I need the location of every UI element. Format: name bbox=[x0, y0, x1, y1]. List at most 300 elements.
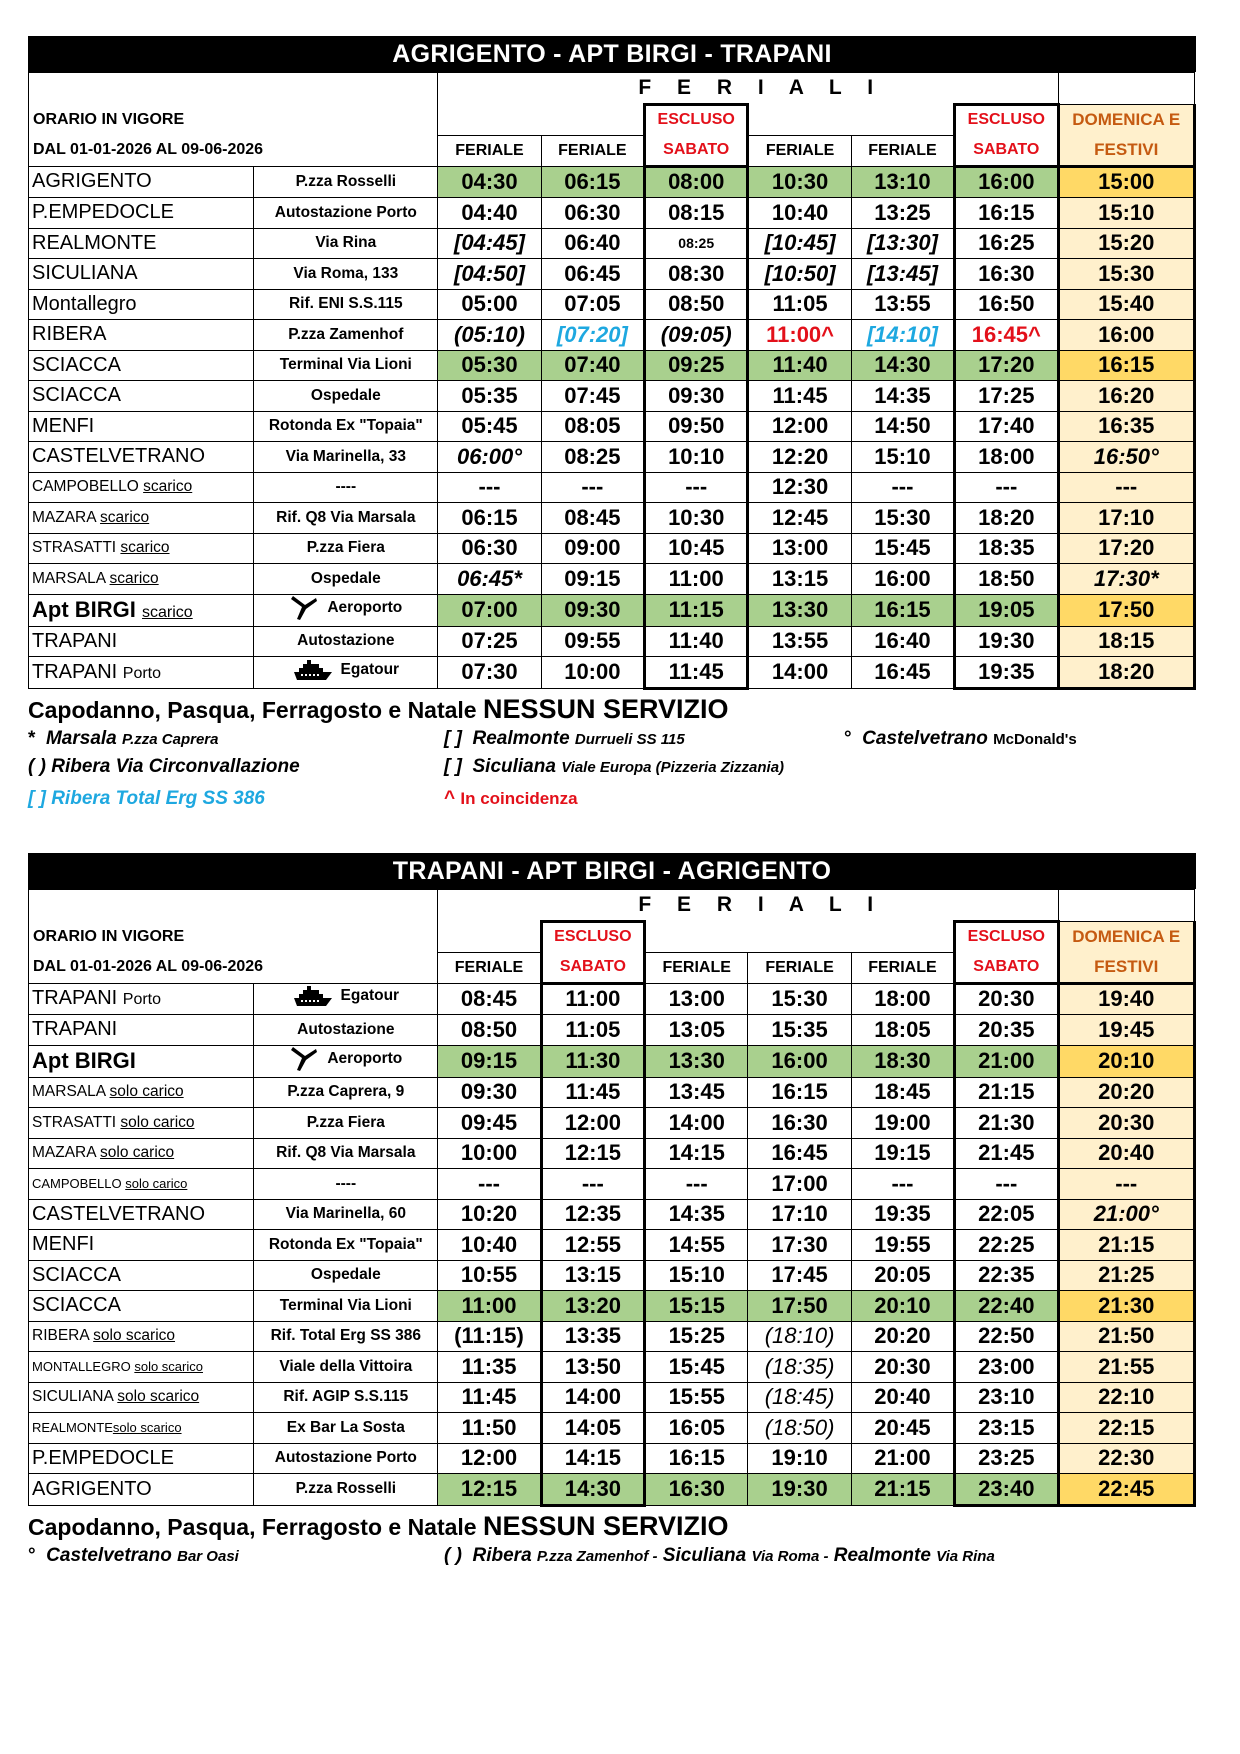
departure-time: 07:25 bbox=[438, 626, 541, 657]
red-note: ^ In coincidenza bbox=[444, 787, 578, 809]
city-name: P.EMPEDOCLE bbox=[32, 201, 174, 224]
departure-time: 16:25 bbox=[955, 228, 1058, 259]
table-row bbox=[29, 442, 1195, 473]
departure-time: [10:45] bbox=[748, 228, 851, 259]
column-header: FERIALE bbox=[438, 135, 541, 166]
sunday-time: 15:10 bbox=[1058, 198, 1194, 229]
stop-city bbox=[29, 1352, 254, 1383]
table-row bbox=[29, 657, 1195, 689]
departure-time: 09:25 bbox=[645, 350, 748, 381]
departure-time: 12:00 bbox=[438, 1443, 541, 1474]
departure-time: 07:00 bbox=[438, 594, 541, 626]
stop-city bbox=[29, 350, 254, 381]
departure-time: 13:55 bbox=[851, 289, 954, 320]
departure-time: 20:05 bbox=[851, 1260, 954, 1291]
feriali-label: F E R I A L I bbox=[438, 890, 1058, 922]
ship-icon bbox=[293, 659, 333, 681]
stop-city bbox=[29, 594, 254, 626]
departure-time: --- bbox=[955, 1169, 1058, 1200]
table-row bbox=[29, 320, 1195, 351]
sunday-time: 15:30 bbox=[1058, 259, 1194, 290]
sunday-time: 16:15 bbox=[1058, 350, 1194, 381]
departure-time: 19:35 bbox=[851, 1199, 954, 1230]
departure-time: 08:45 bbox=[438, 983, 541, 1015]
departure-time: [07:20] bbox=[541, 320, 644, 351]
departure-time: 20:30 bbox=[955, 983, 1058, 1015]
sunday-time: 21:50 bbox=[1058, 1321, 1194, 1352]
timetable-grid bbox=[28, 72, 1196, 690]
city-name: TRAPANI bbox=[32, 660, 118, 683]
timetable-grid bbox=[28, 889, 1196, 1507]
city-name: MARSALA bbox=[32, 1083, 106, 1101]
stop-location: Ex Bar La Sosta bbox=[254, 1413, 438, 1444]
stop-location: Rif. Total Erg SS 386 bbox=[254, 1321, 438, 1352]
departure-time: 16:30 bbox=[748, 1108, 851, 1139]
departure-time: --- bbox=[438, 1169, 541, 1200]
departure-time: 05:00 bbox=[438, 289, 541, 320]
departure-time: 08:25 bbox=[645, 228, 748, 259]
departure-time: 10:10 bbox=[645, 442, 748, 473]
stop-city bbox=[29, 1045, 254, 1077]
stop-location: Via Rina bbox=[254, 228, 438, 259]
departure-time: 13:15 bbox=[541, 1260, 644, 1291]
departure-time: 20:30 bbox=[851, 1352, 954, 1383]
table-row bbox=[29, 289, 1195, 320]
departure-time: 18:05 bbox=[851, 1015, 954, 1046]
departure-time: 16:15 bbox=[645, 1443, 748, 1474]
stop-location: P.zza Zamenhof bbox=[254, 320, 438, 351]
departure-time: 16:50 bbox=[955, 289, 1058, 320]
departure-time: 09:50 bbox=[645, 411, 748, 442]
city-name: MENFI bbox=[32, 1233, 95, 1256]
departure-time: 10:30 bbox=[645, 503, 748, 534]
departure-time: 23:25 bbox=[955, 1443, 1058, 1474]
departure-time: 10:45 bbox=[645, 533, 748, 564]
table-row bbox=[29, 1108, 1195, 1139]
table-row bbox=[29, 1138, 1195, 1169]
validity-label: ORARIO IN VIGORE bbox=[29, 921, 438, 952]
departure-time: 04:40 bbox=[438, 198, 541, 229]
timetable-trapani-agrigento bbox=[28, 853, 1196, 1570]
sunday-time: --- bbox=[1058, 1169, 1194, 1200]
departure-time: (11:15) bbox=[438, 1321, 541, 1352]
departure-time: 13:45 bbox=[645, 1077, 748, 1108]
departure-time: 21:45 bbox=[955, 1138, 1058, 1169]
city-qualifier: solo carico bbox=[109, 1083, 184, 1101]
stop-city bbox=[29, 1474, 254, 1506]
departure-time: 14:35 bbox=[851, 381, 954, 412]
departure-time: 12:55 bbox=[541, 1230, 644, 1261]
departure-time: 16:15 bbox=[851, 594, 954, 626]
departure-time: 06:30 bbox=[438, 533, 541, 564]
header-blank bbox=[29, 890, 438, 922]
table-row bbox=[29, 1077, 1195, 1108]
departure-time: 15:30 bbox=[851, 503, 954, 534]
departure-time: 06:15 bbox=[541, 166, 644, 198]
table-row bbox=[29, 1169, 1195, 1200]
departure-time: 21:30 bbox=[955, 1108, 1058, 1139]
table-row bbox=[29, 1474, 1195, 1506]
validity-range: DAL 01-01-2026 AL 09-06-2026 bbox=[29, 135, 438, 166]
stop-location: Via Marinella, 60 bbox=[254, 1199, 438, 1230]
sunday-time: 18:15 bbox=[1058, 626, 1194, 657]
city-name: CAMPOBELLO bbox=[32, 478, 139, 496]
sunday-time: 16:00 bbox=[1058, 320, 1194, 351]
sunday-time: 20:30 bbox=[1058, 1108, 1194, 1139]
table-row bbox=[29, 1260, 1195, 1291]
departure-time: 07:45 bbox=[541, 381, 644, 412]
stop-location: Rotonda Ex "Topaia" bbox=[254, 1230, 438, 1261]
stop-city bbox=[29, 626, 254, 657]
departure-time: 20:35 bbox=[955, 1015, 1058, 1046]
city-name: MONTALLEGRO bbox=[32, 1359, 131, 1375]
stop-location: Via Marinella, 33 bbox=[254, 442, 438, 473]
city-name: CASTELVETRANO bbox=[32, 1202, 205, 1225]
table-row bbox=[29, 1015, 1195, 1046]
stop-location: Rif. Q8 Via Marsala bbox=[254, 503, 438, 534]
timetable-title: TRAPANI - APT BIRGI - AGRIGENTO bbox=[28, 853, 1196, 889]
departure-time: 17:25 bbox=[955, 381, 1058, 412]
stop-city bbox=[29, 1108, 254, 1139]
stop-location: Autostazione Porto bbox=[254, 198, 438, 229]
departure-time: (09:05) bbox=[645, 320, 748, 351]
departure-time: 14:55 bbox=[645, 1230, 748, 1261]
departure-time: 18:35 bbox=[955, 533, 1058, 564]
stop-city bbox=[29, 1077, 254, 1108]
table-row bbox=[29, 1291, 1195, 1322]
departure-time: 11:40 bbox=[748, 350, 851, 381]
departure-time: 14:50 bbox=[851, 411, 954, 442]
departure-time: 11:45 bbox=[541, 1077, 644, 1108]
city-qualifier: solo carico bbox=[125, 1176, 188, 1192]
departure-time: 18:30 bbox=[851, 1045, 954, 1077]
sunday-time: 21:15 bbox=[1058, 1230, 1194, 1261]
departure-time: 04:30 bbox=[438, 166, 541, 198]
departure-time: 11:00^ bbox=[748, 320, 851, 351]
departure-time: 11:45 bbox=[438, 1382, 541, 1413]
departure-time: 18:00 bbox=[851, 983, 954, 1015]
stop-location: Viale della Vittoira bbox=[254, 1352, 438, 1383]
city-name: Montallegro bbox=[32, 292, 137, 315]
table-row bbox=[29, 1413, 1195, 1444]
city-qualifier: solo scarico bbox=[134, 1359, 203, 1375]
departure-time: 16:45 bbox=[851, 657, 954, 689]
departure-time: 19:30 bbox=[955, 626, 1058, 657]
departure-time: 08:00 bbox=[645, 166, 748, 198]
departure-time: 09:30 bbox=[541, 594, 644, 626]
stop-city bbox=[29, 320, 254, 351]
departure-time: 08:50 bbox=[438, 1015, 541, 1046]
departure-time: 15:10 bbox=[851, 442, 954, 473]
stop-location: Egatour bbox=[254, 657, 438, 689]
sunday-time: 15:20 bbox=[1058, 228, 1194, 259]
sunday-time: 20:10 bbox=[1058, 1045, 1194, 1077]
departure-time: 16:45^ bbox=[955, 320, 1058, 351]
city-qualifier: Porto bbox=[122, 664, 162, 682]
legend-row: ( ) Ribera Via Circonvallazione [ ] Siculiana Viale Europa (Pizzeria Zizzania) bbox=[28, 755, 785, 777]
stop-location: Egatour bbox=[254, 983, 438, 1015]
escluso-label: ESCLUSO bbox=[955, 921, 1058, 952]
departure-time: 09:15 bbox=[541, 564, 644, 595]
departure-time: 23:40 bbox=[955, 1474, 1058, 1506]
column-header: FERIALE bbox=[851, 952, 954, 983]
city-name: MARSALA bbox=[32, 569, 106, 587]
stop-city bbox=[29, 564, 254, 595]
departure-time: 23:10 bbox=[955, 1382, 1058, 1413]
table-row bbox=[29, 1045, 1195, 1077]
departure-time: [13:45] bbox=[851, 259, 954, 290]
stop-location: Aeroporto bbox=[254, 1045, 438, 1077]
city-name: AGRIGENTO bbox=[32, 1477, 152, 1500]
departure-time: 12:00 bbox=[748, 411, 851, 442]
sunday-time: 15:00 bbox=[1058, 166, 1194, 198]
departure-time: 16:00 bbox=[851, 564, 954, 595]
table-row bbox=[29, 1352, 1195, 1383]
departure-time: 13:35 bbox=[541, 1321, 644, 1352]
departure-time: 11:50 bbox=[438, 1413, 541, 1444]
departure-time: 15:25 bbox=[645, 1321, 748, 1352]
sunday-time: 17:10 bbox=[1058, 503, 1194, 534]
column-header: FERIALE bbox=[645, 952, 748, 983]
column-header: FERIALE bbox=[438, 952, 541, 983]
city-qualifier: solo scarico bbox=[93, 1327, 176, 1345]
airplane-icon bbox=[289, 595, 319, 621]
departure-time: 13:25 bbox=[851, 198, 954, 229]
departure-time: [13:30] bbox=[851, 228, 954, 259]
column-header: SABATO bbox=[541, 952, 644, 983]
departure-time: 22:40 bbox=[955, 1291, 1058, 1322]
stop-location: Terminal Via Lioni bbox=[254, 350, 438, 381]
table-row bbox=[29, 259, 1195, 290]
departure-time: 16:45 bbox=[748, 1138, 851, 1169]
departure-time: 13:00 bbox=[645, 983, 748, 1015]
stop-city bbox=[29, 657, 254, 689]
stop-location: P.zza Caprera, 9 bbox=[254, 1077, 438, 1108]
departure-time: 11:00 bbox=[541, 983, 644, 1015]
departure-time: [04:45] bbox=[438, 228, 541, 259]
city-name: RIBERA bbox=[32, 323, 107, 346]
stop-location: Terminal Via Lioni bbox=[254, 1291, 438, 1322]
departure-time: 15:55 bbox=[645, 1382, 748, 1413]
departure-time: 23:15 bbox=[955, 1413, 1058, 1444]
departure-time: 10:20 bbox=[438, 1199, 541, 1230]
departure-time: 10:00 bbox=[438, 1138, 541, 1169]
table-row bbox=[29, 1321, 1195, 1352]
validity-range: DAL 01-01-2026 AL 09-06-2026 bbox=[29, 952, 438, 983]
departure-time: 17:10 bbox=[748, 1199, 851, 1230]
city-name: STRASATTI bbox=[32, 1113, 117, 1131]
stop-location: P.zza Fiera bbox=[254, 533, 438, 564]
departure-time: 06:00° bbox=[438, 442, 541, 473]
departure-time: 14:15 bbox=[541, 1443, 644, 1474]
departure-time: 18:45 bbox=[851, 1077, 954, 1108]
stop-location: Aeroporto bbox=[254, 594, 438, 626]
departure-time: 11:30 bbox=[541, 1045, 644, 1077]
departure-time: 15:45 bbox=[645, 1352, 748, 1383]
departure-time: 14:00 bbox=[645, 1108, 748, 1139]
city-name: MAZARA bbox=[32, 1144, 96, 1162]
departure-time: 14:05 bbox=[541, 1413, 644, 1444]
departure-time: 10:55 bbox=[438, 1260, 541, 1291]
table-row bbox=[29, 594, 1195, 626]
stop-location: P.zza Rosselli bbox=[254, 1474, 438, 1506]
departure-time: 13:15 bbox=[748, 564, 851, 595]
city-qualifier: solo carico bbox=[120, 1113, 195, 1131]
sunday-header: DOMENICA E bbox=[1058, 104, 1194, 135]
stop-city bbox=[29, 442, 254, 473]
departure-time: 17:50 bbox=[748, 1291, 851, 1322]
departure-time: 06:45 bbox=[541, 259, 644, 290]
city-qualifier: solo carico bbox=[100, 1144, 175, 1162]
departure-time: 14:35 bbox=[645, 1199, 748, 1230]
city-name: RIBERA bbox=[32, 1327, 89, 1345]
sunday-time: 21:00° bbox=[1058, 1199, 1194, 1230]
column-header: SABATO bbox=[955, 135, 1058, 166]
departure-time: --- bbox=[541, 472, 644, 503]
departure-time: 19:10 bbox=[748, 1443, 851, 1474]
sunday-time: 21:25 bbox=[1058, 1260, 1194, 1291]
timetable-title: AGRIGENTO - APT BIRGI - TRAPANI bbox=[28, 36, 1196, 72]
escluso-label: ESCLUSO bbox=[541, 921, 644, 952]
departure-time: 11:05 bbox=[748, 289, 851, 320]
departure-time: (18:10) bbox=[748, 1321, 851, 1352]
city-qualifier: scarico bbox=[109, 569, 159, 587]
departure-time: 20:10 bbox=[851, 1291, 954, 1322]
table-row bbox=[29, 564, 1195, 595]
departure-time: 11:35 bbox=[438, 1352, 541, 1383]
stop-city bbox=[29, 1443, 254, 1474]
stop-city bbox=[29, 1321, 254, 1352]
departure-time: 12:00 bbox=[541, 1108, 644, 1139]
departure-time: 16:00 bbox=[748, 1045, 851, 1077]
city-name: SICULIANA bbox=[32, 262, 138, 285]
no-service-note: Capodanno, Pasqua, Ferragosto e Natale NESSUN SERVIZIO bbox=[28, 693, 729, 724]
city-qualifier: scarico bbox=[143, 478, 193, 496]
departure-time: 12:30 bbox=[748, 472, 851, 503]
stop-location: Rif. AGIP S.S.115 bbox=[254, 1382, 438, 1413]
table-row bbox=[29, 166, 1195, 198]
departure-time: 23:00 bbox=[955, 1352, 1058, 1383]
departure-time: 06:45* bbox=[438, 564, 541, 595]
departure-time: [04:50] bbox=[438, 259, 541, 290]
city-name: MAZARA bbox=[32, 508, 96, 526]
departure-time: 20:20 bbox=[851, 1321, 954, 1352]
stop-city bbox=[29, 1138, 254, 1169]
departure-time: 06:15 bbox=[438, 503, 541, 534]
column-header: FERIALE bbox=[851, 135, 954, 166]
departure-time: 15:45 bbox=[851, 533, 954, 564]
departure-time: --- bbox=[851, 472, 954, 503]
departure-time: 21:00 bbox=[955, 1045, 1058, 1077]
departure-time: 05:35 bbox=[438, 381, 541, 412]
stop-city bbox=[29, 228, 254, 259]
sunday-time: 17:30* bbox=[1058, 564, 1194, 595]
table-row bbox=[29, 228, 1195, 259]
table-row bbox=[29, 411, 1195, 442]
departure-time: 07:30 bbox=[438, 657, 541, 689]
city-name: SCIACCA bbox=[32, 353, 121, 376]
stop-city bbox=[29, 472, 254, 503]
stop-city bbox=[29, 411, 254, 442]
city-name: MENFI bbox=[32, 414, 95, 437]
stop-city bbox=[29, 1015, 254, 1046]
sunday-time: 15:40 bbox=[1058, 289, 1194, 320]
departure-time: 13:55 bbox=[748, 626, 851, 657]
departure-time: --- bbox=[438, 472, 541, 503]
stop-city bbox=[29, 166, 254, 198]
departure-time: 14:30 bbox=[851, 350, 954, 381]
cyan-note: [ ] Ribera Total Erg SS 386 bbox=[28, 787, 265, 809]
city-name: REALMONTE bbox=[32, 231, 157, 254]
departure-time: [14:10] bbox=[851, 320, 954, 351]
departure-time: 11:05 bbox=[541, 1015, 644, 1046]
departure-time: 13:20 bbox=[541, 1291, 644, 1322]
departure-time: 16:15 bbox=[748, 1077, 851, 1108]
departure-time: [10:50] bbox=[748, 259, 851, 290]
city-qualifier: solo scarico bbox=[112, 1420, 182, 1436]
stop-location: ---- bbox=[254, 472, 438, 503]
departure-time: 15:10 bbox=[645, 1260, 748, 1291]
stop-city bbox=[29, 1230, 254, 1261]
sunday-header: FESTIVI bbox=[1058, 135, 1194, 166]
departure-time: 19:00 bbox=[851, 1108, 954, 1139]
departure-time: 09:30 bbox=[645, 381, 748, 412]
departure-time: --- bbox=[645, 1169, 748, 1200]
departure-time: 08:50 bbox=[645, 289, 748, 320]
sunday-time: 21:30 bbox=[1058, 1291, 1194, 1322]
column-header: FERIALE bbox=[748, 952, 851, 983]
departure-time: 09:15 bbox=[438, 1045, 541, 1077]
departure-time: 17:20 bbox=[955, 350, 1058, 381]
sunday-time: 16:50° bbox=[1058, 442, 1194, 473]
stop-location: Rif. ENI S.S.115 bbox=[254, 289, 438, 320]
departure-time: 09:00 bbox=[541, 533, 644, 564]
stop-location: Autostazione Porto bbox=[254, 1443, 438, 1474]
departure-time: 15:35 bbox=[748, 1015, 851, 1046]
stop-location: Rotonda Ex "Topaia" bbox=[254, 411, 438, 442]
departure-time: 19:55 bbox=[851, 1230, 954, 1261]
departure-time: 17:30 bbox=[748, 1230, 851, 1261]
departure-time: 17:45 bbox=[748, 1260, 851, 1291]
table-row bbox=[29, 1199, 1195, 1230]
departure-time: 13:00 bbox=[748, 533, 851, 564]
stop-city bbox=[29, 289, 254, 320]
departure-time: --- bbox=[645, 472, 748, 503]
departure-time: 09:45 bbox=[438, 1108, 541, 1139]
departure-time: 13:10 bbox=[851, 166, 954, 198]
table-row bbox=[29, 1443, 1195, 1474]
ship-icon bbox=[293, 985, 333, 1007]
departure-time: 19:30 bbox=[748, 1474, 851, 1506]
table-row bbox=[29, 503, 1195, 534]
departure-time: 12:35 bbox=[541, 1199, 644, 1230]
departure-time: 05:30 bbox=[438, 350, 541, 381]
airplane-icon bbox=[289, 1046, 319, 1072]
city-qualifier: Porto bbox=[122, 991, 162, 1009]
sunday-time: 22:10 bbox=[1058, 1382, 1194, 1413]
column-header: SABATO bbox=[645, 135, 748, 166]
city-name: SCIACCA bbox=[32, 384, 121, 407]
table-row bbox=[29, 533, 1195, 564]
departure-time: 11:00 bbox=[438, 1291, 541, 1322]
city-name: CAMPOBELLO bbox=[32, 1176, 122, 1192]
departure-time: 09:55 bbox=[541, 626, 644, 657]
header-blank bbox=[1058, 890, 1194, 922]
departure-time: 21:00 bbox=[851, 1443, 954, 1474]
departure-time: 11:00 bbox=[645, 564, 748, 595]
stop-city bbox=[29, 533, 254, 564]
city-name: Apt BIRGI bbox=[32, 597, 136, 622]
